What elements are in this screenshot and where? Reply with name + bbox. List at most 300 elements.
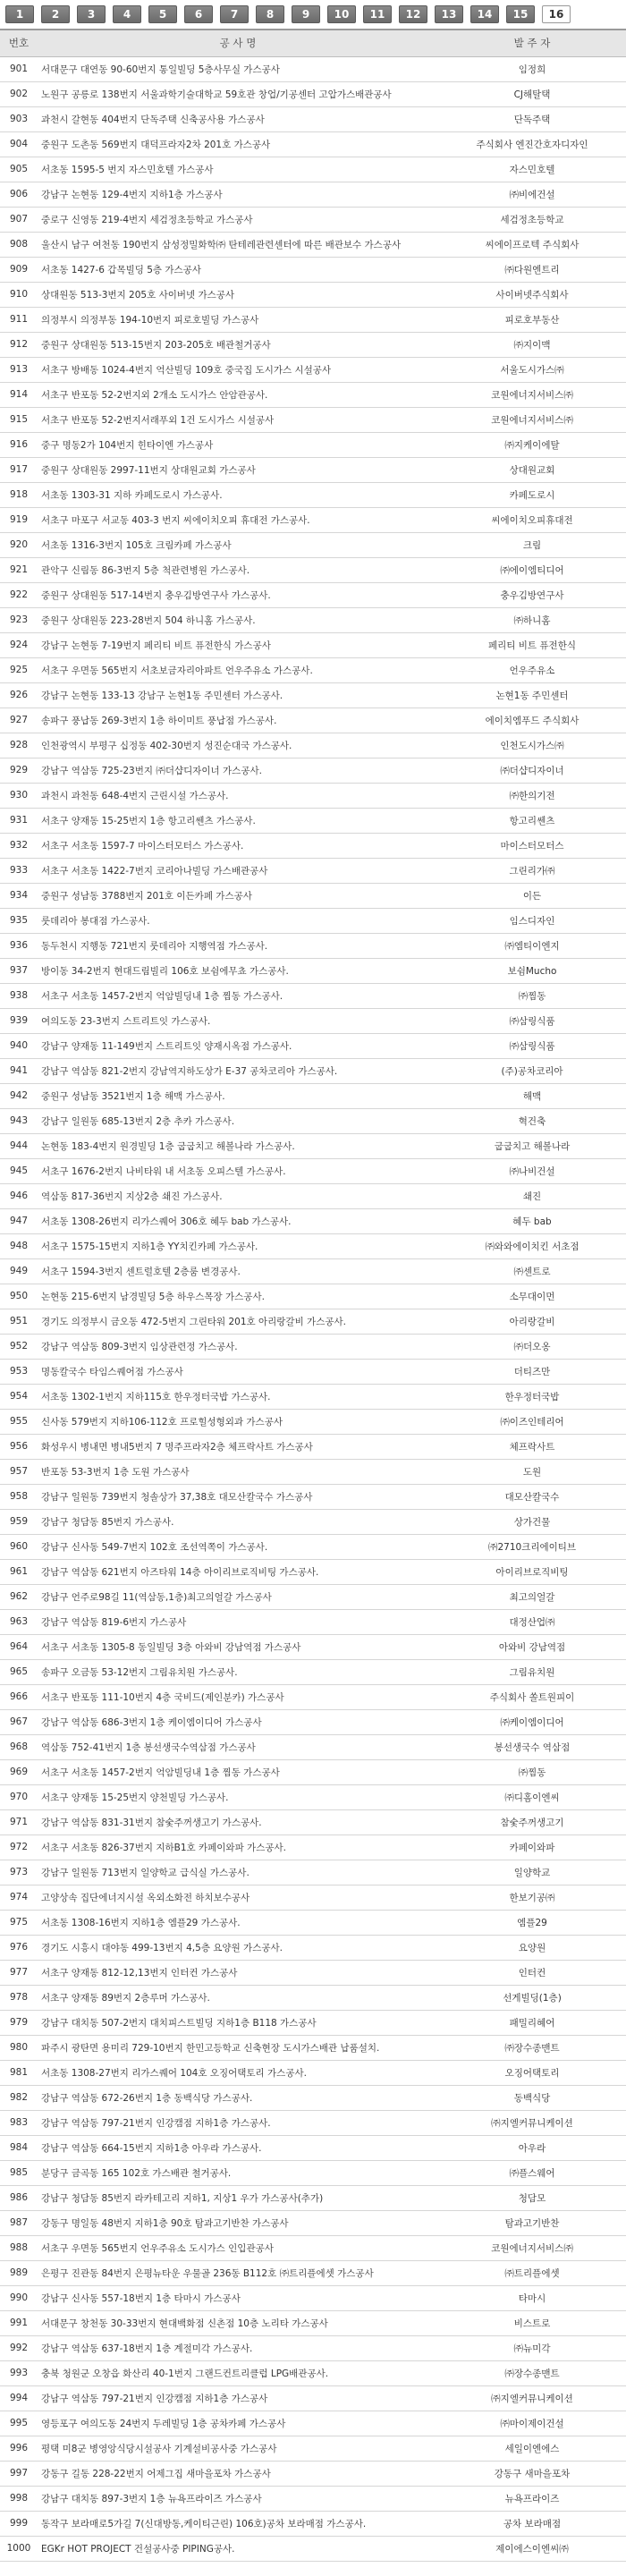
client-name: ㈜더샵디자이너 <box>438 758 626 783</box>
row-number: 925 <box>0 657 38 682</box>
project-name[interactable]: 의정부시 의정부동 194-10번지 피로호빌딩 가스공사 <box>38 307 438 332</box>
client-name: ㈜삼링식품 <box>438 1033 626 1058</box>
table-row[interactable] <box>0 1158 626 1183</box>
client-name: 사이버넷주식회사 <box>438 282 626 307</box>
row-number: 917 <box>0 457 38 482</box>
project-name[interactable]: 경기도 시흥시 대야동 499-13번지 4,5층 요양원 가스공사. <box>38 1935 438 1960</box>
project-name[interactable]: 논현동 215-6번지 남경빌딩 5층 하우스목장 가스공사. <box>38 1284 438 1309</box>
table-row[interactable] <box>0 1133 626 1158</box>
project-name[interactable]: 강남구 논현동 133-13 강남구 논현1동 주민센터 가스공사. <box>38 682 438 708</box>
project-name[interactable]: 서초구 서초동 1457-2번지 억암빌딩내 1층 찜동 가스공사 <box>38 1759 438 1784</box>
project-name[interactable]: 중원구 상대원동 2997-11번지 상대원교회 가스공사 <box>38 457 438 482</box>
client-name: ㈜센트로 <box>438 1258 626 1284</box>
row-number: 937 <box>0 958 38 983</box>
project-name[interactable]: 강남구 청담동 85번지 라카테고리 지하1, 지상1 우가 가스공사(추가) <box>38 2185 438 2210</box>
project-name[interactable]: 서초구 1594-3번지 센트럴호텔 2층룸 변경공사. <box>38 1258 438 1284</box>
page-button-3[interactable]: 3 <box>77 5 106 23</box>
row-number: 977 <box>0 1960 38 1985</box>
row-number: 948 <box>0 1233 38 1258</box>
table-row[interactable] <box>0 1910 626 1935</box>
client-name: 페리티 비트 퓨전한식 <box>438 632 626 657</box>
client-name: ㈜하니홈 <box>438 607 626 632</box>
table-row[interactable] <box>0 908 626 933</box>
client-name: 혁건축 <box>438 1108 626 1133</box>
table-row[interactable] <box>0 1083 626 1108</box>
table-row[interactable] <box>0 2010 626 2035</box>
table-row[interactable] <box>0 1484 626 1509</box>
project-name[interactable]: 평택 미8군 병영앙식당시설공사 기계설비공사중 가스공사 <box>38 2436 438 2461</box>
table-row[interactable] <box>0 1860 626 1885</box>
table-row[interactable] <box>0 432 626 457</box>
table-row[interactable] <box>0 1258 626 1284</box>
client-name: ㈜삼링식품 <box>438 1008 626 1033</box>
project-name[interactable]: 서초동 1316-3번지 105호 크림카페 가스공사 <box>38 532 438 557</box>
project-name[interactable]: 인천광역시 부평구 십정동 402-30번지 성진순대국 가스공사. <box>38 733 438 758</box>
row-number: 986 <box>0 2185 38 2210</box>
table-row[interactable] <box>0 407 626 432</box>
project-name[interactable]: 서초구 마포구 서교동 403-3 번지 씨에이치오피 휴대전 가스공사. <box>38 507 438 532</box>
row-number: 983 <box>0 2110 38 2135</box>
project-name[interactable]: 중로구 신영동 219-4번지 세검정초등학교 가스공사 <box>38 207 438 232</box>
table-row[interactable] <box>0 883 626 908</box>
table-row[interactable] <box>0 1960 626 1985</box>
project-name[interactable]: 강남구 역삼동 797-21번지 인강캠점 지하1층 가스공사 <box>38 2385 438 2411</box>
page-button-15[interactable]: 15 <box>506 5 535 23</box>
client-name: 단독주택 <box>438 106 626 131</box>
table-row[interactable] <box>0 131 626 157</box>
table-row[interactable] <box>0 1509 626 1534</box>
project-name[interactable]: 과천시 과천동 648-4번지 근린시설 가스공사. <box>38 783 438 808</box>
client-name: 항고리쎈츠 <box>438 808 626 833</box>
project-name[interactable]: 과천시 갈현동 404번지 단독주택 신축공사용 가스공사 <box>38 106 438 131</box>
table-row[interactable] <box>0 1885 626 1910</box>
row-number: 902 <box>0 81 38 106</box>
client-name: (주)공차코리아 <box>438 1058 626 1083</box>
client-name: 코원에너지서비스㈜ <box>438 2235 626 2260</box>
client-name: CJ해탈택 <box>438 81 626 106</box>
row-number: 949 <box>0 1258 38 1284</box>
table-row[interactable] <box>0 1684 626 1709</box>
project-name[interactable]: 파주시 광탄면 용미리 729-10번지 한민고등학교 신축현장 도시가스배관 납품설치. <box>38 2035 438 2060</box>
row-number: 933 <box>0 858 38 883</box>
project-name[interactable]: 역삼동 817-36번지 지상2층 쇄진 가스공사. <box>38 1183 438 1208</box>
page-button-10[interactable]: 10 <box>327 5 356 23</box>
table-row[interactable] <box>0 1985 626 2010</box>
row-number: 943 <box>0 1108 38 1133</box>
table-row[interactable] <box>0 2160 626 2185</box>
table-row[interactable] <box>0 157 626 182</box>
project-name[interactable]: 화성우시 병내면 병내5번지 7 명주프라자2층 체프락사트 가스공사 <box>38 1434 438 1459</box>
project-name[interactable]: 서초동 1302-1번지 지하115호 한우정터국밥 가스공사. <box>38 1384 438 1409</box>
project-name[interactable]: 서초구 서초동 1457-2번지 억암빌딩내 1층 찜동 가스공사. <box>38 983 438 1008</box>
project-name[interactable]: 방이동 34-2번지 현대드림빌리 106호 보쉼에무쵸 가스공사. <box>38 958 438 983</box>
table-row[interactable] <box>0 1284 626 1309</box>
project-name[interactable]: 강남구 논현동 7-19번지 페리티 비트 퓨전한식 가스공사 <box>38 632 438 657</box>
table-row[interactable] <box>0 2260 626 2285</box>
table-row[interactable] <box>0 758 626 783</box>
client-name: 논현1동 주민센터 <box>438 682 626 708</box>
row-number: 914 <box>0 382 38 407</box>
table-row[interactable] <box>0 1384 626 1409</box>
client-name: ㈜2710크리에이티브 <box>438 1534 626 1559</box>
table-row[interactable] <box>0 1709 626 1734</box>
table-row[interactable] <box>0 2060 626 2085</box>
table-row[interactable] <box>0 1534 626 1559</box>
table-row[interactable] <box>0 2411 626 2436</box>
table-row[interactable] <box>0 1409 626 1434</box>
table-row[interactable] <box>0 1008 626 1033</box>
client-name: ㈜지엘커뮤니케이션 <box>438 2385 626 2411</box>
table-row[interactable] <box>0 2085 626 2110</box>
row-number: 926 <box>0 682 38 708</box>
table-row[interactable] <box>0 2461 626 2486</box>
project-name[interactable]: 강남구 역삼동 831-31번지 참숯주꺼생고기 가스공사. <box>38 1809 438 1835</box>
project-name[interactable]: 강남구 청담동 85번지 가스공사. <box>38 1509 438 1534</box>
client-name: 아이리브로직비팅 <box>438 1559 626 1584</box>
project-name[interactable]: 상대원동 513-3번지 205호 사이버넷 가스공사 <box>38 282 438 307</box>
row-number: 956 <box>0 1434 38 1459</box>
project-name[interactable]: 서초구 서초동 1305-8 동일빌딩 3층 아와비 강남역점 가스공사 <box>38 1634 438 1659</box>
table-row[interactable] <box>0 532 626 557</box>
project-name[interactable]: 서초구 양재동 15-25번지 양천빌딩 가스공사. <box>38 1784 438 1809</box>
project-name[interactable]: 서초구 우면동 565번지 언우주유소 도시가스 인입관공사 <box>38 2235 438 2260</box>
header-no: 번호 <box>0 30 38 56</box>
project-name[interactable]: 강남구 역삼동 725-23번지 ㈜더샵디자이너 가스공사. <box>38 758 438 783</box>
client-name: 인천도시가스㈜ <box>438 733 626 758</box>
row-number: 989 <box>0 2260 38 2285</box>
row-number: 913 <box>0 357 38 382</box>
client-name: ㈜트리플에셋 <box>438 2260 626 2285</box>
client-name: 주식회사 쏠트원피이 <box>438 1684 626 1709</box>
project-name[interactable]: 경기도 의정부시 금오동 472-5번지 그린타워 201호 아리랑갈비 가스공사. <box>38 1309 438 1334</box>
table-row[interactable] <box>0 2486 626 2511</box>
client-name: 피로호부동산 <box>438 307 626 332</box>
project-name[interactable]: 중원구 상대원동 517-14번지 충우김방연구사 가스공사. <box>38 582 438 607</box>
client-name: 엠플29 <box>438 1910 626 1935</box>
client-name: 마이스터모터스 <box>438 833 626 858</box>
project-name[interactable]: 강남구 일원동 713번지 일양학교 급식실 가스공사. <box>38 1860 438 1885</box>
table-row[interactable] <box>0 1634 626 1659</box>
table-row[interactable] <box>0 357 626 382</box>
client-name: 한우정터국밥 <box>438 1384 626 1409</box>
project-name[interactable]: 중원구 상대원동 513-15번지 203-205호 배관철거공사 <box>38 332 438 357</box>
project-name[interactable]: 중원구 상대원동 223-28번지 504 하니홈 가스공사. <box>38 607 438 632</box>
client-name: 선게빌딩(1층) <box>438 1985 626 2010</box>
row-number: 964 <box>0 1634 38 1659</box>
project-name[interactable]: 서초동 1595-5 번지 자스민호텔 가스공사 <box>38 157 438 182</box>
project-name[interactable]: 강남구 언주로98길 11(역삼동,1층)최고의얼갈 가스공사 <box>38 1584 438 1609</box>
table-body <box>0 56 626 2561</box>
row-number: 915 <box>0 407 38 432</box>
table-row[interactable] <box>0 1233 626 1258</box>
row-number: 963 <box>0 1609 38 1634</box>
project-name[interactable]: 송파구 풍납동 269-3번지 1층 하이미트 풍납점 가스공사. <box>38 708 438 733</box>
project-name[interactable]: EGKr HOT PROJECT 건설공사중 PIPING공사. <box>38 2536 438 2561</box>
table-row[interactable] <box>0 2536 626 2561</box>
row-number: 999 <box>0 2511 38 2536</box>
table-row[interactable] <box>0 607 626 632</box>
row-number: 991 <box>0 2310 38 2335</box>
client-name: 아우라 <box>438 2135 626 2160</box>
project-name[interactable]: 서초구 1575-15번지 지하1층 YY치킨카페 가스공사. <box>38 1233 438 1258</box>
table-row[interactable] <box>0 1609 626 1634</box>
project-name[interactable]: 강동구 명일동 48번지 지하1층 90호 탐과고기반찬 가스공사 <box>38 2210 438 2235</box>
table-row[interactable] <box>0 1183 626 1208</box>
project-name[interactable]: 강남구 역삼동 621번지 아즈타워 14층 아이리브로직비팅 가스공사. <box>38 1559 438 1584</box>
table-row[interactable] <box>0 1334 626 1359</box>
project-name[interactable]: 중원구 성남동 3521번지 1층 해맥 가스공사. <box>38 1083 438 1108</box>
table-row[interactable] <box>0 2210 626 2235</box>
table-row[interactable] <box>0 2135 626 2160</box>
project-name[interactable]: 강남구 신사동 557-18번지 1층 타마시 가스공사 <box>38 2285 438 2310</box>
project-name[interactable]: 여의도동 23-3번지 스트리트잇 가스공사. <box>38 1008 438 1033</box>
client-name: 참숯주꺼생고기 <box>438 1809 626 1835</box>
table-row[interactable] <box>0 833 626 858</box>
page-button-2[interactable]: 2 <box>41 5 70 23</box>
table-row[interactable] <box>0 708 626 733</box>
page-button-1[interactable]: 1 <box>5 5 34 23</box>
project-name[interactable]: 노원구 공릉로 138번지 서울과학기술대학교 59호관 창업/기공센터 고압가스배관공사 <box>38 81 438 106</box>
client-name: ㈜찜동 <box>438 1759 626 1784</box>
project-name[interactable]: 서초동 1427-6 갑목빌딩 5층 가스공사 <box>38 257 438 282</box>
table-row[interactable] <box>0 307 626 332</box>
pagination <box>0 0 626 29</box>
table-row[interactable] <box>0 282 626 307</box>
table-row[interactable] <box>0 2335 626 2360</box>
table-row[interactable] <box>0 2035 626 2060</box>
client-name: 상가건물 <box>438 1509 626 1534</box>
client-name: 대정산업㈜ <box>438 1609 626 1634</box>
project-name[interactable]: 충북 청원군 오창읍 화산리 40-1번지 그랜드컨트리클럽 LPG배관공사. <box>38 2360 438 2385</box>
table-row[interactable] <box>0 1058 626 1083</box>
page-button-4[interactable]: 4 <box>113 5 141 23</box>
project-name[interactable]: 서초구 방배동 1024-4번지 억산빌딩 109호 중국집 도시가스 시설공사 <box>38 357 438 382</box>
table-row[interactable] <box>0 2110 626 2135</box>
table-row[interactable] <box>0 657 626 682</box>
row-number: 970 <box>0 1784 38 1809</box>
table-row[interactable] <box>0 1459 626 1484</box>
client-name: 상대원교회 <box>438 457 626 482</box>
table-row[interactable] <box>0 983 626 1008</box>
table-row[interactable] <box>0 332 626 357</box>
project-name[interactable]: 서초구 반포동 52-2번지서래푸외 1건 도시가스 시설공사 <box>38 407 438 432</box>
table-row[interactable] <box>0 1784 626 1809</box>
table-row[interactable] <box>0 557 626 582</box>
row-number: 984 <box>0 2135 38 2160</box>
table-row[interactable] <box>0 1208 626 1233</box>
page-button-13[interactable]: 13 <box>435 5 463 23</box>
project-name[interactable]: 신사동 579번지 지하106-112호 프로힐성형외과 가스공사 <box>38 1409 438 1434</box>
table-row[interactable] <box>0 2511 626 2536</box>
client-name: 쇄진 <box>438 1183 626 1208</box>
project-name[interactable]: 서초동 1303-31 지하 카페도로시 가스공사. <box>38 482 438 507</box>
client-name: 이든 <box>438 883 626 908</box>
client-name: 충우김방연구사 <box>438 582 626 607</box>
project-name[interactable]: 반포동 53-3번지 1층 도원 가스공사 <box>38 1459 438 1484</box>
project-name[interactable]: 동작구 보라매로5가길 7(신대방동,케이티근린) 106호)공차 보라매점 가스공사. <box>38 2511 438 2536</box>
project-name[interactable]: 동두천시 지행동 721번지 룻데리아 지행역점 가스공사. <box>38 933 438 958</box>
table-row[interactable] <box>0 1935 626 1960</box>
project-name[interactable]: 은평구 진관동 84번지 은평뉴타운 우물골 236동 B112호 ㈜트리플에셋 가스공사 <box>38 2260 438 2285</box>
project-name[interactable]: 고양상속 집단에너지시설 옥외소화전 하치보수공사 <box>38 1885 438 1910</box>
page-button-9[interactable]: 9 <box>292 5 320 23</box>
table-row[interactable] <box>0 106 626 131</box>
table-row[interactable] <box>0 2385 626 2411</box>
table-row[interactable] <box>0 507 626 532</box>
table-row[interactable] <box>0 958 626 983</box>
client-name: 동백식당 <box>438 2085 626 2110</box>
table-row[interactable] <box>0 1759 626 1784</box>
project-name[interactable]: 강남구 역삼동 686-3번지 1층 케이엠이디어 가스공사 <box>38 1709 438 1734</box>
client-name: 더티즈만 <box>438 1359 626 1384</box>
page-button-5[interactable]: 5 <box>148 5 177 23</box>
project-name[interactable]: 강남구 역삼동 821-2번지 강남역지하도상가 E-37 공차코리아 가스공사. <box>38 1058 438 1083</box>
client-name: 자스민호텔 <box>438 157 626 182</box>
row-number: 932 <box>0 833 38 858</box>
client-name: 대모산칼국수 <box>438 1484 626 1509</box>
project-name[interactable]: 강동구 길동 228-22번지 어제그집 새마을포차 가스공사 <box>38 2461 438 2486</box>
project-name[interactable]: 서초구 반포동 111-10번지 4층 국비드(제인분카) 가스공사 <box>38 1684 438 1709</box>
project-name[interactable]: 서초구 양재동 15-25번지 1층 항고리쎈츠 가스공사. <box>38 808 438 833</box>
project-name[interactable]: 강남구 대치동 897-3번지 1층 뉴욕프라이즈 가스공사 <box>38 2486 438 2511</box>
table-row[interactable] <box>0 2360 626 2385</box>
project-name[interactable]: 서초구 양재동 89번지 2층루머 가스공사. <box>38 1985 438 2010</box>
table-row[interactable] <box>0 808 626 833</box>
client-name: 씨에이치오피휴대전 <box>438 507 626 532</box>
project-name[interactable]: 송파구 오금동 53-12번지 그림유치원 가스공사. <box>38 1659 438 1684</box>
project-name[interactable]: 울산시 남구 여천동 190번지 삼성정밀화학㈜ 탄테레관련센터에 따른 배관보수 가스공사 <box>38 232 438 257</box>
page-button-12[interactable]: 12 <box>399 5 427 23</box>
row-number: 945 <box>0 1158 38 1183</box>
row-number: 979 <box>0 2010 38 2035</box>
table-row[interactable] <box>0 1734 626 1759</box>
table-header-row <box>0 30 626 56</box>
project-name[interactable]: 강남구 역삼동 809-3번지 임상관련정 가스공사. <box>38 1334 438 1359</box>
project-name[interactable]: 강남구 논현동 129-4번지 지하1층 가스공사 <box>38 182 438 207</box>
table-row[interactable] <box>0 1559 626 1584</box>
project-name[interactable]: 서초동 1308-16번지 지하1층 엠플29 가스공사. <box>38 1910 438 1935</box>
table-row[interactable] <box>0 1584 626 1609</box>
client-name: 봉선생국수 역삼점 <box>438 1734 626 1759</box>
project-name[interactable]: 논현동 183-4번지 원경빌딩 1층 굽굽치고 해볼나라 가스공사. <box>38 1133 438 1158</box>
page-button-8[interactable]: 8 <box>256 5 284 23</box>
table-row[interactable] <box>0 2436 626 2461</box>
table-row[interactable] <box>0 1309 626 1334</box>
table-row[interactable] <box>0 2235 626 2260</box>
page-button-11[interactable]: 11 <box>363 5 392 23</box>
table-row[interactable] <box>0 1033 626 1058</box>
table-row[interactable] <box>0 582 626 607</box>
table-row[interactable] <box>0 182 626 207</box>
table-row[interactable] <box>0 2185 626 2210</box>
table-row[interactable] <box>0 482 626 507</box>
project-name[interactable]: 서초구 서초동 826-37번지 지하B1호 카페이와파 가스공사. <box>38 1835 438 1860</box>
table-row[interactable] <box>0 1835 626 1860</box>
project-name[interactable]: 강남구 일원동 739번지 청솔상가 37,38호 대모산칼국수 가스공사 <box>38 1484 438 1509</box>
project-name[interactable]: 서초동 1308-26번지 리가스퀘어 306호 혜두 bab 가스공사. <box>38 1208 438 1233</box>
page-button-6[interactable]: 6 <box>184 5 213 23</box>
row-number: 985 <box>0 2160 38 2185</box>
row-number: 1000 <box>0 2536 38 2561</box>
table-row[interactable] <box>0 457 626 482</box>
project-name[interactable]: 강남구 신사동 549-7번지 102호 조선역쪽이 가스공사. <box>38 1534 438 1559</box>
table-row[interactable] <box>0 783 626 808</box>
project-name[interactable]: 강남구 일원동 685-13번지 2층 추카 가스공사. <box>38 1108 438 1133</box>
project-name[interactable]: 분당구 금곡동 165 102호 가스배관 철거공사. <box>38 2160 438 2185</box>
page-button-14[interactable]: 14 <box>470 5 499 23</box>
page-button-7[interactable]: 7 <box>220 5 249 23</box>
project-name[interactable]: 서대문구 창천동 30-33번지 현대백화점 신촌점 10층 노리타 가스공사 <box>38 2310 438 2335</box>
table-row[interactable] <box>0 733 626 758</box>
row-number: 930 <box>0 783 38 808</box>
project-name[interactable]: 중원구 도촌동 569번지 대덕프라자2차 201호 가스공사 <box>38 131 438 157</box>
table-row[interactable] <box>0 1434 626 1459</box>
project-name[interactable]: 명동칼국수 타임스퀘어점 가스공사 <box>38 1359 438 1384</box>
project-name[interactable]: 영등포구 여의도동 24번지 두레빌딩 1층 공차카페 가스공사 <box>38 2411 438 2436</box>
table-row[interactable] <box>0 207 626 232</box>
row-number: 940 <box>0 1033 38 1058</box>
table-row[interactable] <box>0 382 626 407</box>
table-row[interactable] <box>0 2285 626 2310</box>
table-row[interactable] <box>0 933 626 958</box>
project-name[interactable]: 강남구 양재동 11-149번지 스트리트잇 양재시옥점 가스공사. <box>38 1033 438 1058</box>
project-name[interactable]: 서대문구 대연동 90-60번지 통일빌딩 5층사무실 가스공사 <box>38 56 438 81</box>
client-name: ㈜지이맥 <box>438 332 626 357</box>
table-row[interactable] <box>0 257 626 282</box>
project-name[interactable]: 강남구 대치동 507-2번지 대치피스트빌딩 지하1층 B118 가스공사 <box>38 2010 438 2035</box>
row-number: 969 <box>0 1759 38 1784</box>
table-row[interactable] <box>0 1809 626 1835</box>
page-button-16[interactable]: 16 <box>542 5 571 23</box>
project-name[interactable]: 서초동 1308-27번지 리가스퀘어 104호 오징어택토리 가스공사. <box>38 2060 438 2085</box>
project-name[interactable]: 역삼동 752-41번지 1층 봉선생국수역삼점 가스공사 <box>38 1734 438 1759</box>
table-row[interactable] <box>0 1108 626 1133</box>
client-name: 보쉼Mucho <box>438 958 626 983</box>
project-name[interactable]: 서초구 우면동 565번지 서초보금자리아파트 언우주유소 가스공사. <box>38 657 438 682</box>
project-name[interactable]: 강남구 역삼동 797-21번지 인강캠점 지하1층 가스공사. <box>38 2110 438 2135</box>
row-number: 992 <box>0 2335 38 2360</box>
project-name[interactable]: 강남구 역삼동 672-26번지 1층 동백식당 가스공사. <box>38 2085 438 2110</box>
project-name[interactable]: 서초구 서초동 1597-7 마이스터모터스 가스공사. <box>38 833 438 858</box>
project-name[interactable]: 관악구 신림동 86-3번지 5층 척관련병원 가스공사. <box>38 557 438 582</box>
table-row[interactable] <box>0 632 626 657</box>
project-name[interactable]: 서초구 반포동 52-2번지외 2개소 도시가스 안암관공사. <box>38 382 438 407</box>
table-row[interactable] <box>0 1359 626 1384</box>
table-row[interactable] <box>0 56 626 81</box>
table-row[interactable] <box>0 858 626 883</box>
project-name[interactable]: 강남구 역삼동 664-15번지 지하1층 아우라 가스공사. <box>38 2135 438 2160</box>
project-name[interactable]: 서초구 서초동 1422-7번지 코리아나빌딩 가스배관공사 <box>38 858 438 883</box>
table-row[interactable] <box>0 682 626 708</box>
table-row[interactable] <box>0 232 626 257</box>
row-number: 911 <box>0 307 38 332</box>
project-name[interactable]: 강남구 역삼동 637-18번지 1층 계절미각 가스공사. <box>38 2335 438 2360</box>
project-name[interactable]: 서초구 양재동 812-12,13번지 인터컨 가스공사 <box>38 1960 438 1985</box>
project-name[interactable]: 서초구 1676-2번지 나비타워 내 서초동 오피스텔 가스공사. <box>38 1158 438 1183</box>
project-name[interactable]: 강남구 역삼동 819-6번지 가스공사 <box>38 1609 438 1634</box>
row-number: 923 <box>0 607 38 632</box>
project-name[interactable]: 룻데리아 봉대점 가스공사. <box>38 908 438 933</box>
table-row[interactable] <box>0 2310 626 2335</box>
table-row[interactable] <box>0 81 626 106</box>
client-name: ㈜케이엠이디어 <box>438 1709 626 1734</box>
project-name[interactable]: 중구 명동2가 104번지 힌타이엔 가스공사 <box>38 432 438 457</box>
row-number: 905 <box>0 157 38 182</box>
project-name[interactable]: 중원구 성남동 3788번지 201호 이든카페 가스공사 <box>38 883 438 908</box>
row-number: 906 <box>0 182 38 207</box>
table-row[interactable] <box>0 1659 626 1684</box>
client-name: 코원에너지서비스㈜ <box>438 382 626 407</box>
